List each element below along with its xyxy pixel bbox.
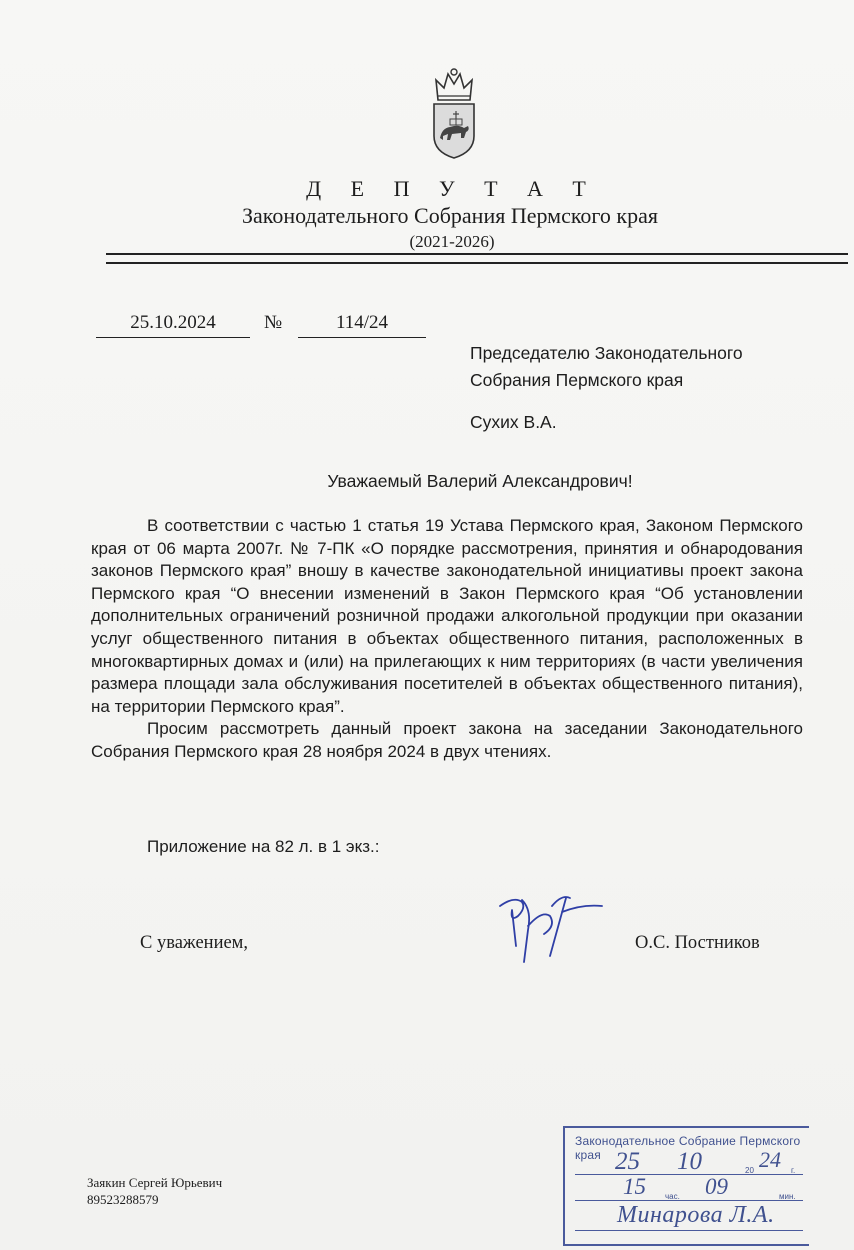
stamp-year: 24 <box>759 1147 781 1172</box>
letterhead-title: Д Е П У Т А Т <box>306 176 598 201</box>
handwritten-signature <box>492 886 612 972</box>
closing-regards: С уважением, <box>140 933 249 953</box>
letterhead-term: (2021-2026) <box>409 232 495 251</box>
attachment-note: Приложение на 82 л. в 1 экз.: <box>147 837 380 856</box>
stamp-clerk-line <box>575 1230 803 1231</box>
stamp-year-prefix: 20 <box>745 1166 754 1175</box>
stamp-year-suffix: г. <box>791 1166 796 1175</box>
stamp-title: Законодательное Собрание Пермского края <box>575 1134 801 1162</box>
registration-date: 25.10.2024 <box>96 312 250 338</box>
letterhead-organization: Законодательного Собрания Пермского края <box>242 203 658 228</box>
stamp-date-line <box>575 1174 803 1175</box>
stamp-minute-label: мин. <box>779 1192 796 1201</box>
registration-stamp <box>563 1126 809 1246</box>
stamp-minute: 09 <box>705 1174 728 1199</box>
stamp-hour: 15 <box>623 1174 646 1199</box>
perm-krai-coat-of-arms-icon <box>428 66 480 160</box>
addressee-block <box>470 340 743 394</box>
salutation: Уважаемый Валерий Александрович! <box>327 471 633 491</box>
stamp-month: 10 <box>677 1148 702 1175</box>
header-divider-top <box>106 253 848 255</box>
body-paragraph-1: В соответствии с частью 1 статья 19 Устава Пермского края, Законом Пермского края от 06 марта 2007г. № 7-ПК «О порядке рассмотрения, принятия и обнародования законов Пермского края” вношу в качестве законодательной инициативы проект закона Пермского края “О внесении изменений в Закон Пермского края “Об установлении дополнительных ограничений розничной продажи алкогольной продукции при оказании услуг общественного питания в объектах общественного питания, расположенных в многоквартирных домах и (или) на прилегающих к ним территориях (в части увеличения размера площади зала обслуживания посетителей в объектах общественного питания), на территории Пермского края”. <box>91 516 803 716</box>
letter-body <box>91 515 803 764</box>
registration-number: 114/24 <box>298 312 426 338</box>
addressee-line-2: Собрания Пермского края <box>470 370 684 390</box>
signer-name: О.С. Постников <box>635 933 760 953</box>
executor-name: Заякин Сергей Юрьевич <box>87 1175 223 1190</box>
addressee-line-1: Председателю Законодательного <box>470 343 743 363</box>
header-divider-bottom <box>106 262 848 264</box>
stamp-hour-label: час. <box>665 1192 680 1201</box>
stamp-clerk-name: Минарова Л.А. <box>617 1202 775 1228</box>
stamp-time-line <box>575 1200 803 1201</box>
stamp-day: 25 <box>615 1148 640 1175</box>
registration-number-label: № <box>264 312 283 333</box>
executor-phone: 89523288579 <box>87 1192 159 1207</box>
addressee-name: Сухих В.А. <box>470 412 557 432</box>
body-paragraph-2: Просим рассмотреть данный проект закона на заседании Законодательного Собрания Пермского края 28 ноября 2024 в двух чтениях. <box>91 719 803 761</box>
